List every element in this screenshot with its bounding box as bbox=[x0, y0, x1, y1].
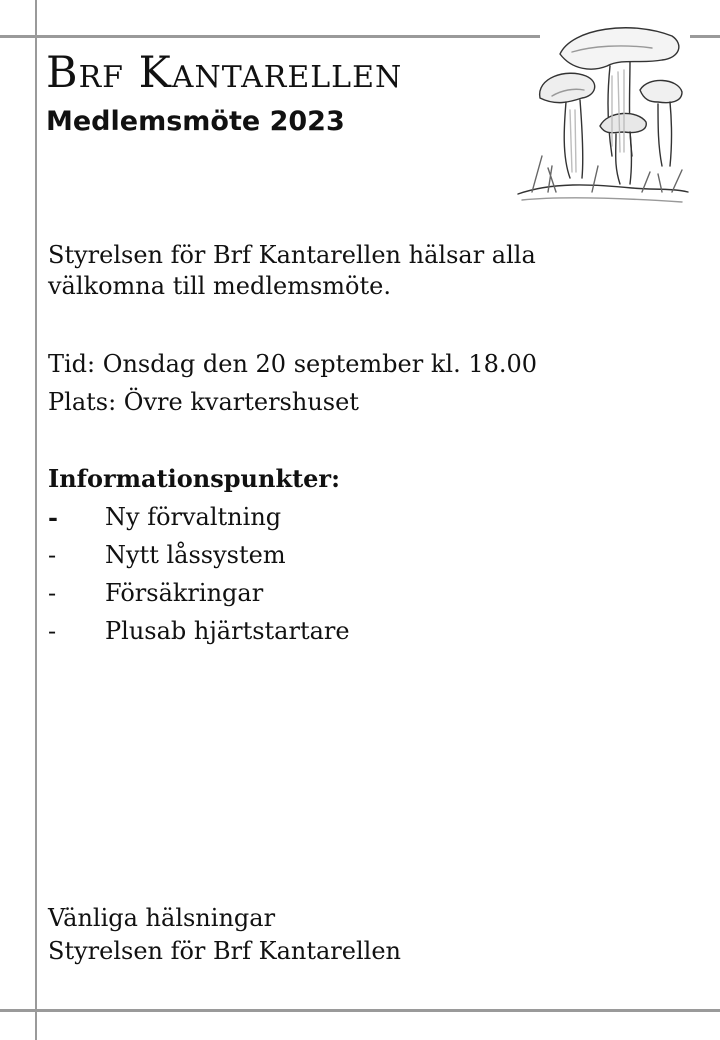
info-points-list bbox=[48, 502, 350, 654]
meeting-place: Plats: Övre kvartershuset bbox=[48, 388, 359, 416]
intro-paragraph: Styrelsen för Brf Kantarellen hälsar alla välkomna till medlemsmöte. bbox=[48, 241, 536, 300]
page-top-rule bbox=[0, 35, 540, 38]
list-dash: - bbox=[48, 617, 57, 645]
list-dash: - bbox=[48, 503, 58, 532]
list-item bbox=[48, 502, 350, 540]
page-bottom-rule bbox=[0, 1009, 720, 1012]
page-top-rule-right bbox=[690, 35, 720, 38]
association-title: Brf Kantarellen bbox=[46, 48, 403, 98]
info-heading: Informationspunkter: bbox=[48, 464, 340, 493]
list-item-text: Plusab hjärtstartare bbox=[105, 617, 350, 645]
list-dash: - bbox=[48, 579, 57, 607]
meeting-subtitle: Medlemsmöte 2023 bbox=[46, 106, 345, 137]
list-item-text: Försäkringar bbox=[105, 579, 264, 607]
meeting-time: Tid: Onsdag den 20 september kl. 18.00 bbox=[48, 350, 538, 378]
page-vertical-rule bbox=[35, 0, 37, 1040]
signature: Styrelsen för Brf Kantarellen bbox=[48, 937, 401, 965]
list-item bbox=[48, 616, 350, 654]
list-item bbox=[48, 540, 350, 578]
list-item-text: Nytt låssystem bbox=[105, 541, 286, 569]
list-dash: - bbox=[48, 541, 57, 569]
list-item-text: Ny förvaltning bbox=[105, 503, 282, 531]
chanterelle-mushroom-illustration bbox=[512, 6, 690, 206]
list-item bbox=[48, 578, 350, 616]
closing-greeting: Vänliga hälsningar bbox=[48, 904, 276, 932]
